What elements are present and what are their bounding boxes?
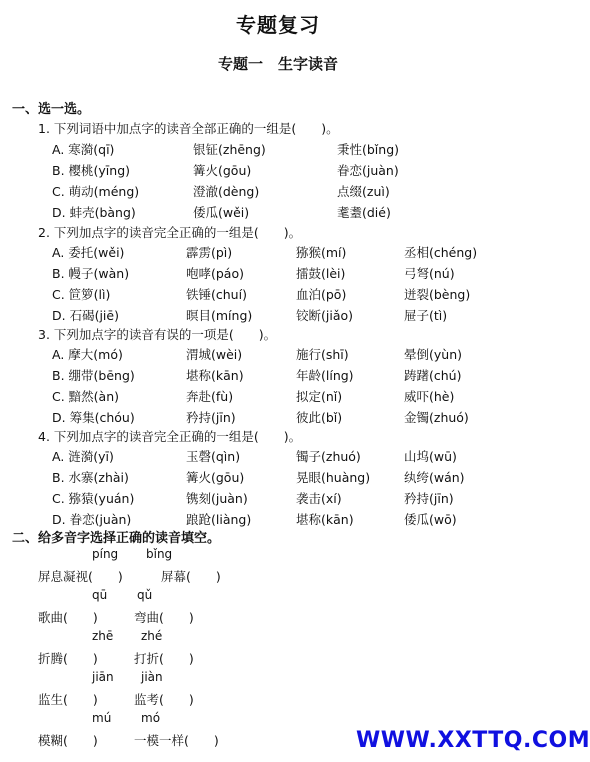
q1-option-c-3: 点缀(zuì): [337, 184, 390, 199]
q1-option-b-1: B. 樱桃(yīng): [52, 163, 131, 178]
q1-option-a-1: A. 寒漪(qī): [52, 142, 115, 157]
group1-word-2: 屏幕( ): [161, 569, 221, 584]
q2-option-a-1: A. 委托(wěi): [52, 245, 125, 260]
q4-option-d-2: 踉跄(liàng): [186, 512, 252, 527]
q4-option-a-4: 山坞(wū): [404, 449, 457, 464]
q4-option-b-3: 晃眼(huàng): [296, 470, 371, 485]
q2-option-b-4: 弓弩(nú): [404, 266, 455, 281]
group4-pinyin-2: jiàn: [141, 670, 163, 684]
q4-option-d-3: 堪称(kān): [296, 512, 354, 527]
q3-option-a-4: 晕倒(yùn): [404, 347, 462, 362]
q3-option-d-4: 金镯(zhuó): [404, 410, 469, 425]
q3-option-b-1: B. 绷带(bēng): [52, 368, 135, 383]
group3-pinyin-2: zhé: [141, 629, 163, 643]
section2-heading: 二、给多音字选择正确的读音填空。: [12, 531, 221, 546]
q1-option-c-2: 澄澈(dèng): [193, 184, 260, 199]
q3-option-d-2: 矜持(jīn): [186, 410, 236, 425]
group5-word-2: 一模一样( ): [134, 733, 219, 748]
q2-option-d-4: 屉子(tì): [404, 308, 448, 323]
q4-option-a-2: 玉磬(qìn): [186, 449, 241, 464]
question-1-stem: 1. 下列词语中加点字的读音全部正确的一组是( )。: [38, 121, 339, 136]
q3-option-d-3: 彼此(bǐ): [296, 410, 343, 425]
group1-pinyin-1: píng: [92, 547, 119, 561]
q3-option-b-4: 踌躇(chú): [404, 368, 462, 383]
q2-option-d-1: D. 石碣(jiē): [52, 308, 119, 323]
group5-pinyin-2: mó: [141, 711, 161, 725]
section1-heading: 一、选一选。: [12, 102, 91, 117]
q3-option-d-1: D. 筹集(chóu): [52, 410, 135, 425]
q2-option-a-2: 霹雳(pì): [186, 245, 233, 260]
q1-option-b-3: 眷恋(juàn): [337, 163, 399, 178]
group5-word-1: 模糊( ): [38, 733, 98, 748]
q4-option-b-2: 篝火(gōu): [186, 470, 245, 485]
q3-option-c-3: 拟定(nǐ): [296, 389, 343, 404]
q2-option-c-2: 铁锤(chuí): [186, 287, 247, 302]
q2-option-d-2: 暝目(míng): [186, 308, 253, 323]
q3-option-b-3: 年龄(líng): [296, 368, 354, 383]
q4-option-c-1: C. 猕猿(yuán): [52, 491, 135, 506]
group2-pinyin-2: qǔ: [137, 588, 153, 602]
q2-option-b-3: 擂鼓(lèi): [296, 266, 346, 281]
q2-option-c-1: C. 笸箩(lì): [52, 287, 111, 302]
q2-option-a-4: 丞相(chéng): [404, 245, 478, 260]
q3-option-a-2: 渭城(wèi): [186, 347, 243, 362]
q1-option-c-1: C. 萌动(méng): [52, 184, 140, 199]
q4-option-b-1: B. 水寨(zhài): [52, 470, 129, 485]
q4-option-a-1: A. 涟漪(yī): [52, 449, 114, 464]
group3-word-2: 打折( ): [134, 651, 194, 666]
group3-pinyin-1: zhē: [92, 629, 114, 643]
q2-option-d-3: 铰断(jiǎo): [296, 308, 354, 323]
q4-option-a-3: 镯子(zhuó): [296, 449, 361, 464]
group2-word-1: 歌曲( ): [38, 610, 98, 625]
group4-word-2: 监考( ): [134, 692, 194, 707]
group1-word-1: 屏息凝视( ): [38, 569, 123, 584]
q4-option-c-3: 袭击(xí): [296, 491, 342, 506]
q2-option-c-3: 血泊(pō): [296, 287, 347, 302]
q2-option-c-4: 迸裂(bèng): [404, 287, 471, 302]
q1-option-a-2: 银钲(zhēng): [193, 142, 266, 157]
group2-word-2: 弯曲( ): [134, 610, 194, 625]
q2-option-b-2: 咆哮(páo): [186, 266, 244, 281]
q1-option-a-3: 秉性(bǐng): [337, 142, 400, 157]
q1-option-b-2: 篝火(gōu): [193, 163, 252, 178]
q3-option-c-1: C. 黯然(àn): [52, 389, 120, 404]
q3-option-c-4: 威吓(hè): [404, 389, 455, 404]
q2-option-a-3: 猕猴(mí): [296, 245, 347, 260]
page-subtitle: 专题一 生字读音: [217, 55, 338, 73]
question-4-stem: 4. 下列加点字的读音完全正确的一组是( )。: [38, 429, 302, 444]
q1-option-d-1: D. 蚌壳(bàng): [52, 205, 136, 220]
group1-pinyin-2: bǐng: [146, 547, 173, 561]
question-3-stem: 3. 下列加点字的读音有误的一项是( )。: [38, 327, 277, 342]
q4-option-c-2: 镌刻(juàn): [186, 491, 248, 506]
site-watermark: WWW.XXTTQ.COM: [356, 728, 590, 753]
q3-option-c-2: 奔赴(fù): [186, 389, 234, 404]
group5-pinyin-1: mú: [92, 711, 112, 725]
q4-option-c-4: 矜持(jīn): [404, 491, 454, 506]
question-2-stem: 2. 下列加点字的读音完全正确的一组是( )。: [38, 225, 302, 240]
group3-word-1: 折腾( ): [38, 651, 98, 666]
q2-option-b-1: B. 幔子(wàn): [52, 266, 130, 281]
group4-pinyin-1: jiān: [92, 670, 114, 684]
q4-option-d-4: 倭瓜(wō): [404, 512, 457, 527]
page-title: 专题复习: [236, 13, 320, 37]
q4-option-b-4: 纨绔(wán): [404, 470, 465, 485]
group2-pinyin-1: qū: [92, 588, 108, 602]
q4-option-d-1: D. 眷恋(juàn): [52, 512, 132, 527]
q3-option-b-2: 堪称(kān): [186, 368, 244, 383]
q1-option-d-2: 倭瓜(wěi): [193, 205, 250, 220]
q1-option-d-3: 耄耋(dié): [337, 205, 391, 220]
q3-option-a-1: A. 摩大(mó): [52, 347, 123, 362]
q3-option-a-3: 施行(shī): [296, 347, 349, 362]
group4-word-1: 监生( ): [38, 692, 98, 707]
